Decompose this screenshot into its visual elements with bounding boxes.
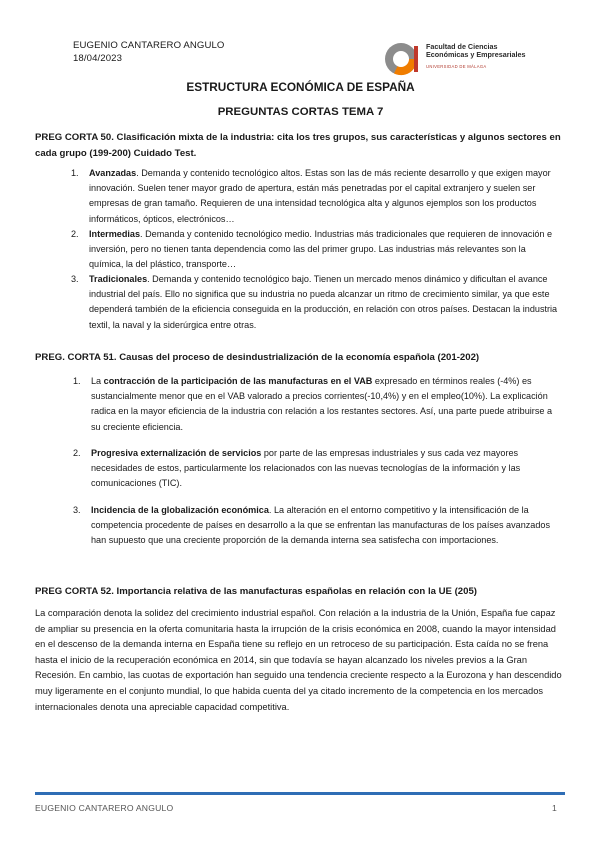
q51-item-1: [73, 374, 557, 435]
item-term: Progresiva externalización de servicios: [91, 448, 262, 458]
document-title: ESTRUCTURA ECONÓMICA DE ESPAÑA: [186, 80, 415, 94]
faculty-logo: [384, 42, 534, 76]
item-text: . Demanda y contenido tecnológico bajo. Tienen un mercado menos dinámico y dificultan el avance industrial del país. Ello no significa que su industria no pueda alcanzar un ritmo de crecimiento similar, ya que este dependerá también de la eficiencia conseguida en la producción, en relación con otros países. Destacan la industria textil, la naval y la siderúrgica entre otras.: [89, 274, 558, 330]
faculty-logo-icon: [384, 42, 420, 76]
footer-divider: [35, 792, 565, 795]
item-term: Avanzadas: [89, 168, 137, 178]
page-number: 1: [552, 803, 557, 813]
logo-line-1: Facultad de Ciencias: [426, 42, 498, 51]
question-51-heading: PREG. CORTA 51. Causas del proceso de desindustrialización de la economía española (201-202): [35, 352, 480, 363]
list-number: 3.: [73, 505, 81, 515]
list-number: 3.: [71, 274, 79, 284]
list-number: 1.: [71, 168, 79, 178]
q50-item-2: [71, 227, 555, 273]
item-text: por parte de las empresas industriales y sus cada vez mayores necesidades de estos, particularmente los relacionados con las nuevas tecnologías de la información y las comunicaciones (TIC).: [91, 448, 521, 489]
list-number: 2.: [71, 229, 79, 239]
list-number: 2.: [73, 448, 81, 458]
item-text: . La alteración en el entorno competitivo y la intensificación de la competencia procedente de países en desarrollo a la que se enfrentan las manufacturas de los países avanzados han supuesto que una creciente proporción de la demanda interna sea satisfecha con importaciones.: [91, 505, 551, 546]
logo-line-3: UNIVERSIDAD DE MÁLAGA: [426, 63, 487, 69]
q51-item-2: [73, 446, 565, 492]
item-term: Tradicionales: [89, 274, 148, 284]
item-text: . Demanda y contenido tecnológico altos. Estas son las de más reciente desarrollo y que exigen mayor innovación. Suelen tener mayor grado de apertura, están más penetradas por el capital extranjero y suelen ser empresas de gran tamaño. Requieren de una intensidad tecnológica alta y algunos ejemplos son los productos informáticos, ópticos, electrónicos…: [89, 168, 551, 224]
item-prefix: La: [91, 376, 104, 386]
q51-item-3: [73, 503, 557, 549]
q50-item-1: [71, 166, 555, 227]
item-text: expresado en términos reales (-4%) es sustancialmente menor que en el VAB valorado a precios corrientes(-10,4%) y en el empleo(10%). La explicación radica en la mayor eficiencia de la industria con relación a los restantes sectores. Así, una parte puede atribuirse a su creciente eficiencia.: [91, 376, 553, 432]
header-author: EUGENIO CANTARERO ANGULO: [73, 40, 225, 51]
item-text: . Demanda y contenido tecnológico medio. Industrias más tradicionales que requieren de innovación e inversión, pero no tienen tanta dependencia como las del primer grupo. Las industrias más relevantes son la química, la del plástico, transporte…: [89, 229, 553, 270]
item-term: Intermedias: [89, 229, 141, 239]
item-term: contracción de la participación de las manufacturas en el VAB: [103, 376, 373, 386]
question-50-heading: PREG CORTA 50. Clasificación mixta de la industria: cita los tres grupos, sus características y algunos sectores en cada grupo (199-200) Cuidado Test.: [35, 132, 561, 159]
page-header: [73, 39, 224, 65]
q50-item-3: [71, 272, 563, 333]
logo-line-2: Económicas y Empresariales: [426, 50, 526, 60]
header-date: 18/04/2023: [73, 53, 123, 64]
list-number: 1.: [73, 376, 81, 386]
item-term: Incidencia de la globalización económica: [91, 505, 269, 515]
document-subtitle: PREGUNTAS CORTAS TEMA 7: [217, 106, 384, 118]
footer-author: EUGENIO CANTARERO ANGULO: [35, 803, 174, 813]
question-52-heading: PREG CORTA 52. Importancia relativa de las manufacturas españolas en relación con la UE (205): [35, 586, 477, 597]
q52-paragraph: La comparación denota la solidez del crecimiento industrial español. Con relación a la industria de la Unión, España fue capaz de ampliar su presencia en la oferta comunitaria hasta la irrupción de la crisis económica en 2008, cuando la mayor intensidad en el descenso de la demanda interna en España tiene su reflejo en un retroceso de su participación. Esta caída no se frena hasta el inicio de la recuperación económica en 2014, sin que todavía se hayan alcanzado los niveles previos a la Gran Recesión. En cambio, las cuotas de exportación han seguido una tendencia creciente respecto a la Eurozona y han descendido muy ligeramente en el conjunto mundial, lo que habida cuenta del ya citado incremento de la competencia en los mercados internacionales denota una apreciable capacidad competitiva.: [35, 608, 562, 712]
